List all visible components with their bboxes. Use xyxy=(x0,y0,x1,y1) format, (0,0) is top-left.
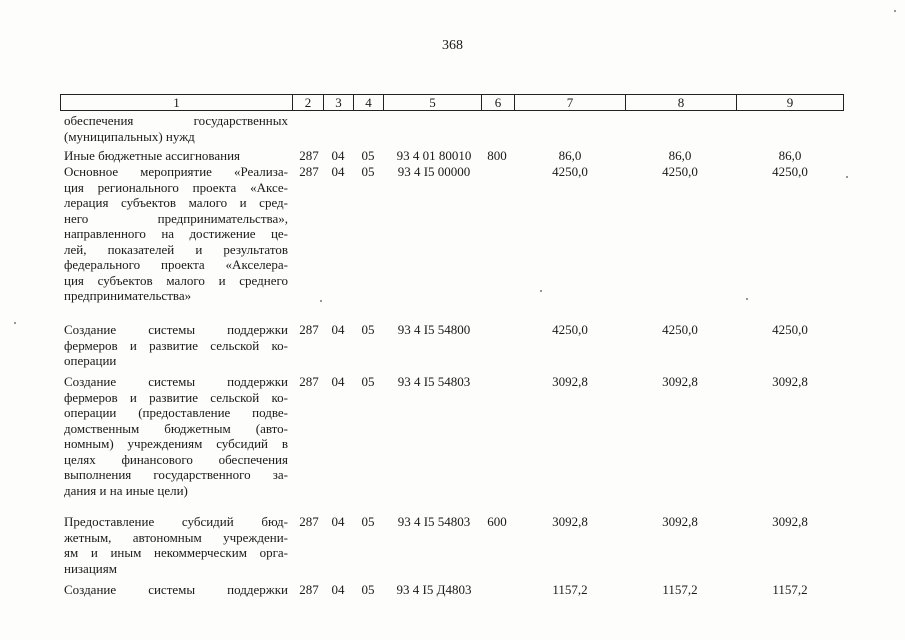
row-description xyxy=(64,164,288,304)
amount-col-9: 1157,2 xyxy=(772,582,808,597)
scan-speck xyxy=(14,322,16,324)
description-line: него предпринимательства», xyxy=(64,210,288,226)
description-line: предпринимательства» xyxy=(64,288,192,303)
amount-col-9: 3092,8 xyxy=(772,514,808,529)
description-line: Предоставление субсидий бюд- xyxy=(64,514,288,529)
description-line: (муниципальных) нужд xyxy=(64,128,195,144)
code-gr: 287 xyxy=(299,582,319,597)
code-rz: 04 xyxy=(331,374,345,389)
code-gr: 287 xyxy=(299,164,319,179)
table-row xyxy=(0,113,905,144)
code-pr: 05 xyxy=(361,582,375,597)
description-line: ция субъектов малого и среднего xyxy=(64,272,288,288)
table-row xyxy=(0,582,905,598)
code-vr: 600 xyxy=(487,514,507,529)
amount-col-7: 3092,8 xyxy=(552,374,588,389)
description-line: номным) учреждениям субсидий в xyxy=(64,436,288,451)
description-line: выполнения государственного за- xyxy=(64,467,288,482)
description-line: лерация субъектов малого и сред- xyxy=(64,195,288,210)
code-gr: 287 xyxy=(299,148,319,163)
description-line: операции (предоставление подве- xyxy=(64,405,288,420)
code-rz: 04 xyxy=(331,514,345,529)
code-rz: 04 xyxy=(331,164,345,179)
header-col-5: 5 xyxy=(383,95,481,110)
code-vr: 800 xyxy=(487,148,507,163)
description-line: фермеров и развитие сельской ко- xyxy=(64,389,288,405)
row-description xyxy=(64,322,288,369)
code-pr: 05 xyxy=(361,148,375,163)
header-col-7: 7 xyxy=(514,95,625,110)
table-row xyxy=(0,322,905,369)
header-col-4: 4 xyxy=(353,95,383,110)
description-line: лей, показателей и результатов xyxy=(64,241,288,257)
description-line: Создание системы поддержки xyxy=(64,374,288,389)
amount-col-7: 1157,2 xyxy=(552,582,588,597)
row-description xyxy=(64,113,288,144)
code-gr: 287 xyxy=(299,322,319,337)
code-pr: 05 xyxy=(361,164,375,179)
description-line: дания и на иные цели) xyxy=(64,482,188,498)
header-col-9: 9 xyxy=(736,95,843,110)
description-line: ям и иным некоммерческим орга- xyxy=(64,545,288,560)
amount-col-8: 3092,8 xyxy=(662,374,698,389)
description-line: Иные бюджетные ассигнования xyxy=(64,148,241,163)
scan-speck xyxy=(540,290,542,292)
table-row xyxy=(0,148,905,164)
code-pr: 05 xyxy=(361,374,375,389)
row-description xyxy=(64,148,288,164)
amount-col-9: 4250,0 xyxy=(772,164,808,179)
table-row xyxy=(0,374,905,498)
code-rz: 04 xyxy=(331,322,345,337)
table-header xyxy=(60,94,844,111)
description-line: федерального проекта «Акселера- xyxy=(64,257,288,272)
code-csr: 93 4 I5 Д4803 xyxy=(396,582,472,597)
header-col-3: 3 xyxy=(323,95,353,110)
amount-col-9: 86,0 xyxy=(778,148,802,163)
header-col-1: 1 xyxy=(173,95,180,110)
description-line: фермеров и развитие сельской ко- xyxy=(64,337,288,353)
description-line: Создание системы поддержки xyxy=(64,322,288,337)
amount-col-8: 3092,8 xyxy=(662,514,698,529)
description-line: операции xyxy=(64,353,117,368)
description-line: низациям xyxy=(64,560,117,576)
code-pr: 05 xyxy=(361,322,375,337)
scan-speck xyxy=(746,298,748,300)
code-pr: 05 xyxy=(361,514,375,529)
code-csr: 93 4 I5 54803 xyxy=(397,374,471,389)
code-gr: 287 xyxy=(299,514,319,529)
row-description xyxy=(64,514,288,576)
description-line: целях финансового обеспечения xyxy=(64,451,288,467)
amount-col-7: 86,0 xyxy=(558,148,582,163)
amount-col-8: 86,0 xyxy=(668,148,692,163)
amount-col-7: 3092,8 xyxy=(552,514,588,529)
row-description xyxy=(64,582,288,598)
table-row xyxy=(0,514,905,576)
description-line: домственным бюджетным (авто- xyxy=(64,420,288,436)
page-number: 368 xyxy=(442,38,463,53)
amount-col-9: 4250,0 xyxy=(772,322,808,337)
row-description xyxy=(64,374,288,498)
amount-col-8: 4250,0 xyxy=(662,322,698,337)
code-csr: 93 4 01 80010 xyxy=(396,148,472,163)
header-col-2: 2 xyxy=(292,95,323,110)
code-csr: 93 4 I5 54803 xyxy=(397,514,471,529)
code-csr: 93 4 I5 00000 xyxy=(397,164,471,179)
description-line: Основное мероприятие «Реализа- xyxy=(64,164,288,179)
description-line: обеспечения государственных xyxy=(64,113,288,128)
code-gr: 287 xyxy=(299,374,319,389)
amount-col-7: 4250,0 xyxy=(552,322,588,337)
amount-col-8: 1157,2 xyxy=(662,582,698,597)
description-line: Создание системы поддержки xyxy=(64,582,288,597)
header-col-6: 6 xyxy=(481,95,514,110)
code-csr: 93 4 I5 54800 xyxy=(397,322,471,337)
code-rz: 04 xyxy=(331,582,345,597)
description-line: ция регионального проекта «Аксе- xyxy=(64,179,288,195)
scan-speck xyxy=(894,10,896,12)
scan-speck xyxy=(320,300,322,302)
scan-speck xyxy=(846,176,848,178)
amount-col-8: 4250,0 xyxy=(662,164,698,179)
amount-col-9: 3092,8 xyxy=(772,374,808,389)
amount-col-7: 4250,0 xyxy=(552,164,588,179)
description-line: жетным, автономным учреждени- xyxy=(64,529,288,545)
header-col-8: 8 xyxy=(625,95,736,110)
description-line: направленного на достижение це- xyxy=(64,226,288,241)
table-row xyxy=(0,164,905,304)
code-rz: 04 xyxy=(331,148,345,163)
